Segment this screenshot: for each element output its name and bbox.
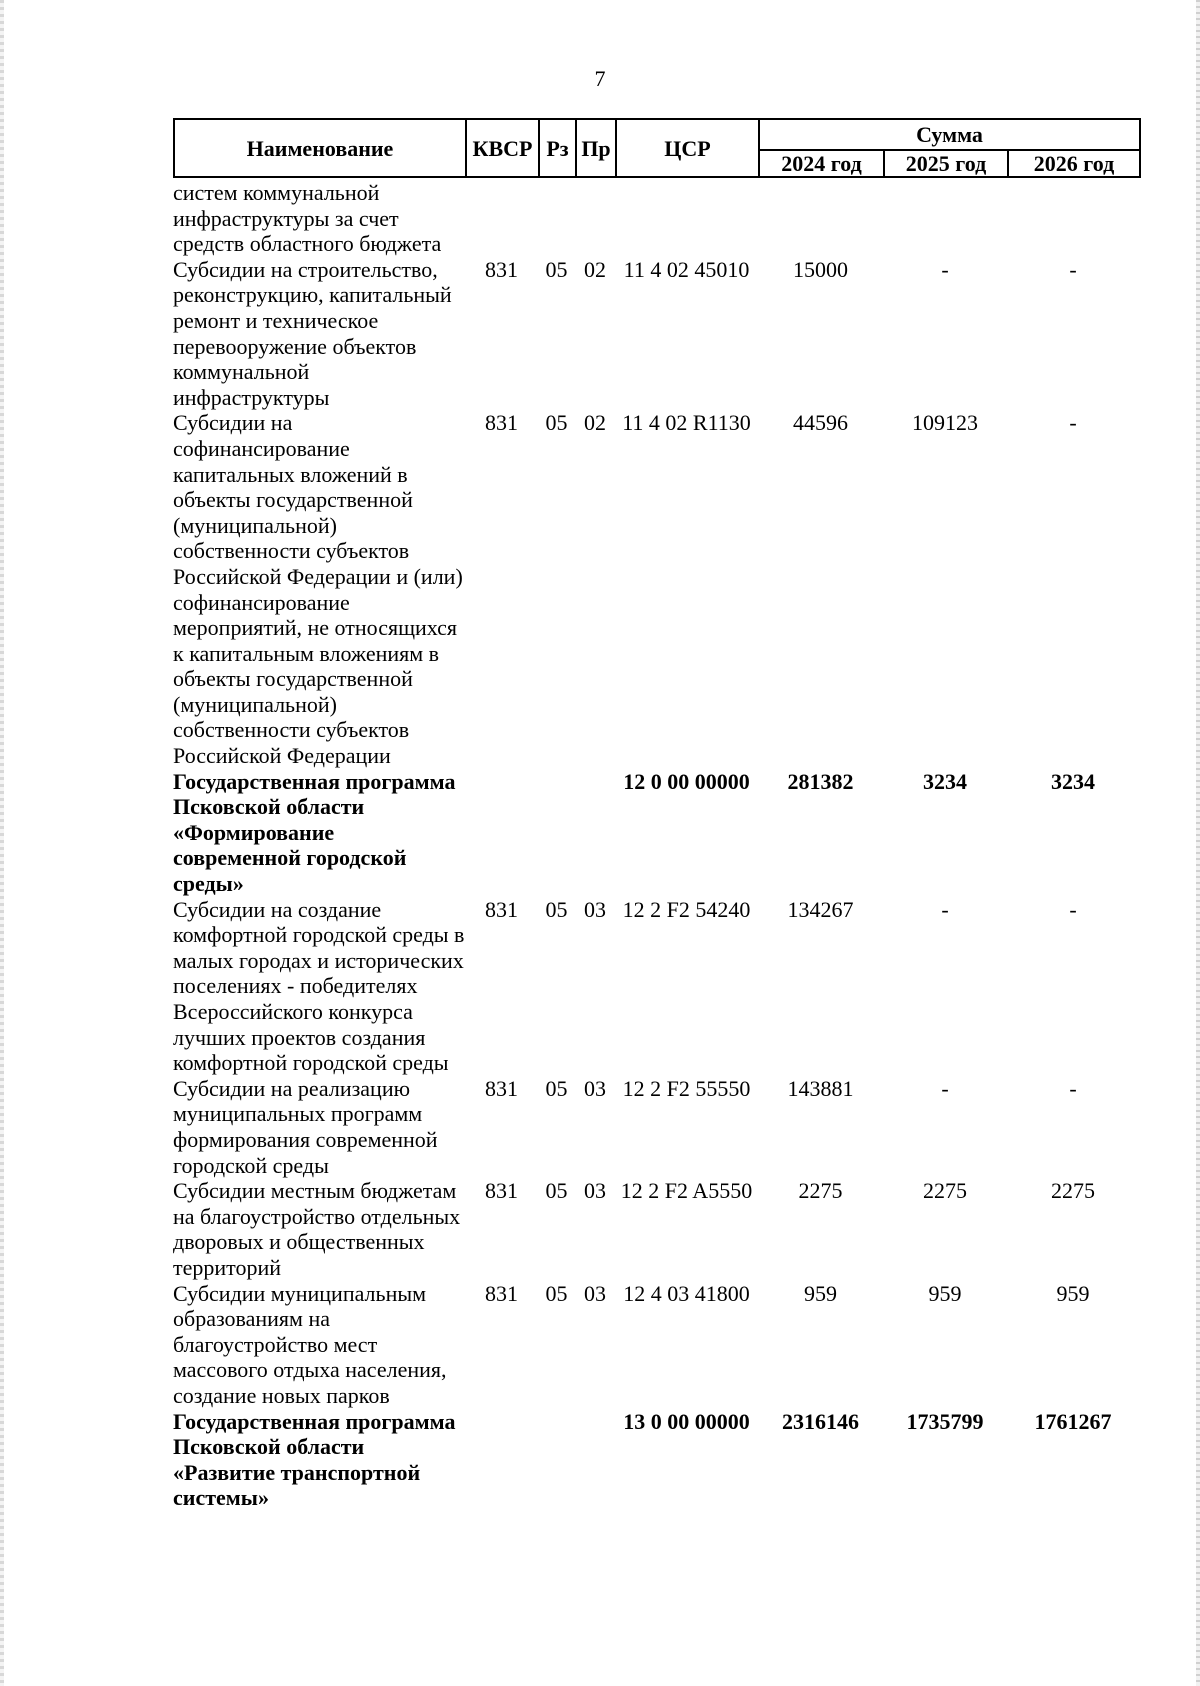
cell-2026: - bbox=[1069, 410, 1077, 436]
cell-rz bbox=[538, 1409, 575, 1511]
header-2025: 2025 год bbox=[884, 150, 1008, 177]
cell-name: Государственная программа Псковской области «Формирование современной городской среды» bbox=[173, 768, 456, 897]
header-csr: ЦСР bbox=[616, 119, 759, 177]
cell-kvsr: 831 bbox=[485, 1075, 518, 1101]
cell-pr: 03 bbox=[584, 1280, 606, 1306]
cell-2025: - bbox=[941, 896, 949, 922]
cell-csr: 11 4 02 45010 bbox=[623, 256, 750, 282]
cell-rz: 05 bbox=[545, 1178, 568, 1204]
table-row bbox=[173, 1409, 1139, 1511]
table-header bbox=[173, 118, 1141, 178]
cell-name: Субсидии на реализацию муниципальных программ формирования современной городской среды bbox=[173, 1075, 438, 1178]
cell-name: Субсидии муниципальным образованиям на благоустройство мест массового отдыха населения, создание новых парков bbox=[173, 1280, 447, 1408]
header-2024: 2024 год bbox=[759, 150, 884, 177]
cell-csr: 12 2 F2 55550 bbox=[622, 1075, 751, 1101]
cell-csr: 13 0 00 00000 bbox=[623, 1408, 750, 1434]
cell-2024: 959 bbox=[804, 1280, 837, 1306]
cell-2026 bbox=[1007, 180, 1139, 257]
cell-csr: 11 4 02 R1130 bbox=[622, 410, 751, 436]
cell-2025: 3234 bbox=[923, 768, 967, 794]
cell-2026: 1761267 bbox=[1034, 1408, 1112, 1434]
header-pr: Пр bbox=[576, 119, 616, 177]
cell-rz: 05 bbox=[545, 256, 568, 282]
cell-csr: 12 0 00 00000 bbox=[623, 768, 750, 794]
table-row bbox=[173, 180, 1139, 257]
cell-rz: 05 bbox=[545, 1280, 568, 1306]
cell-2026: 959 bbox=[1056, 1280, 1090, 1306]
cell-name: Субсидии на строительство, реконструкцию, капитальный ремонт и техническое перевооружение объектов коммунальной инфраструктуры bbox=[173, 256, 452, 410]
cell-pr bbox=[575, 1409, 615, 1511]
cell-2024 bbox=[758, 180, 883, 257]
scan-edge-right bbox=[1196, 0, 1200, 1686]
header-sum: Сумма bbox=[759, 119, 1140, 150]
cell-csr: 12 4 03 41800 bbox=[623, 1280, 750, 1306]
cell-pr: 02 bbox=[584, 410, 606, 436]
cell-rz: 05 bbox=[545, 410, 568, 436]
table-row bbox=[173, 1178, 1139, 1280]
table-row bbox=[173, 257, 1139, 411]
header-2026: 2026 год bbox=[1008, 150, 1140, 177]
cell-pr: 03 bbox=[584, 1178, 606, 1204]
cell-csr: 12 2 F2 A5550 bbox=[620, 1178, 753, 1204]
cell-2025: 109123 bbox=[912, 410, 978, 436]
table-body bbox=[173, 180, 1139, 1511]
cell-2024: 281382 bbox=[787, 768, 854, 794]
cell-rz bbox=[538, 769, 575, 897]
cell-2025: - bbox=[941, 1075, 949, 1101]
cell-name: систем коммунальной инфраструктуры за счет средств областного бюджета bbox=[173, 180, 442, 257]
cell-2026: 2275 bbox=[1051, 1178, 1095, 1204]
cell-2024: 2275 bbox=[798, 1178, 843, 1204]
header-rz: Рз bbox=[539, 119, 576, 177]
cell-2025: 959 bbox=[928, 1280, 962, 1306]
cell-2025: 2275 bbox=[923, 1178, 967, 1204]
cell-pr bbox=[575, 180, 615, 257]
table-row bbox=[173, 1076, 1139, 1178]
cell-2024: 2316146 bbox=[782, 1408, 859, 1434]
cell-2026: 3234 bbox=[1051, 768, 1095, 794]
cell-name: Субсидии на создание комфортной городской среды в малых городах и исторических поселениях - победителях Всероссийского конкурса лучших проектов создания комфортной городской среды bbox=[173, 896, 465, 1076]
cell-2024: 134267 bbox=[787, 896, 854, 922]
cell-csr bbox=[615, 180, 758, 257]
cell-kvsr bbox=[465, 769, 538, 897]
header-kvsr: КВСР bbox=[466, 119, 539, 177]
cell-2025: 1735799 bbox=[906, 1408, 984, 1434]
cell-2024: 44596 bbox=[793, 410, 848, 436]
cell-kvsr: 831 bbox=[485, 1178, 518, 1204]
cell-2025: - bbox=[941, 256, 949, 282]
cell-2025 bbox=[883, 180, 1007, 257]
cell-csr: 12 2 F2 54240 bbox=[622, 896, 751, 922]
cell-2024: 15000 bbox=[793, 256, 848, 282]
cell-2024: 143881 bbox=[787, 1075, 854, 1101]
cell-kvsr: 831 bbox=[485, 256, 518, 282]
cell-rz: 05 bbox=[545, 896, 568, 922]
cell-2026: - bbox=[1069, 1075, 1077, 1101]
table-row bbox=[173, 1281, 1139, 1409]
cell-name: Государственная программа Псковской области «Развитие транспортной системы» bbox=[173, 1408, 456, 1511]
cell-pr: 03 bbox=[584, 896, 606, 922]
cell-2026: - bbox=[1069, 896, 1077, 922]
cell-pr bbox=[575, 769, 615, 897]
scan-edge-left bbox=[0, 0, 4, 1686]
cell-rz bbox=[538, 180, 575, 257]
table-row bbox=[173, 897, 1139, 1076]
cell-kvsr bbox=[465, 180, 538, 257]
cell-kvsr: 831 bbox=[485, 1280, 518, 1306]
cell-name: Субсидии местным бюджетам на благоустройство отдельных дворовых и общественных территорий bbox=[173, 1178, 461, 1280]
cell-kvsr: 831 bbox=[485, 410, 518, 436]
cell-rz: 05 bbox=[545, 1075, 568, 1101]
cell-pr: 03 bbox=[584, 1075, 606, 1101]
cell-name: Субсидии на софинансирование капитальных вложений в объекты государственной (муниципальной) собственности субъектов Российской Федерации и (или) софинансирование мероприятий, не относящихся к капитальным вложениям в объекты государственной (муниципальной) собственности субъектов Российской Федерации bbox=[173, 410, 463, 769]
table-row bbox=[173, 410, 1139, 768]
cell-2026: - bbox=[1069, 256, 1077, 282]
cell-kvsr: 831 bbox=[485, 896, 518, 922]
header-name: Наименование bbox=[174, 119, 466, 177]
cell-pr: 02 bbox=[584, 256, 606, 282]
cell-kvsr bbox=[465, 1409, 538, 1511]
page-number: 7 bbox=[594, 66, 606, 91]
table-row bbox=[173, 769, 1139, 897]
budget-table bbox=[173, 180, 1139, 1511]
